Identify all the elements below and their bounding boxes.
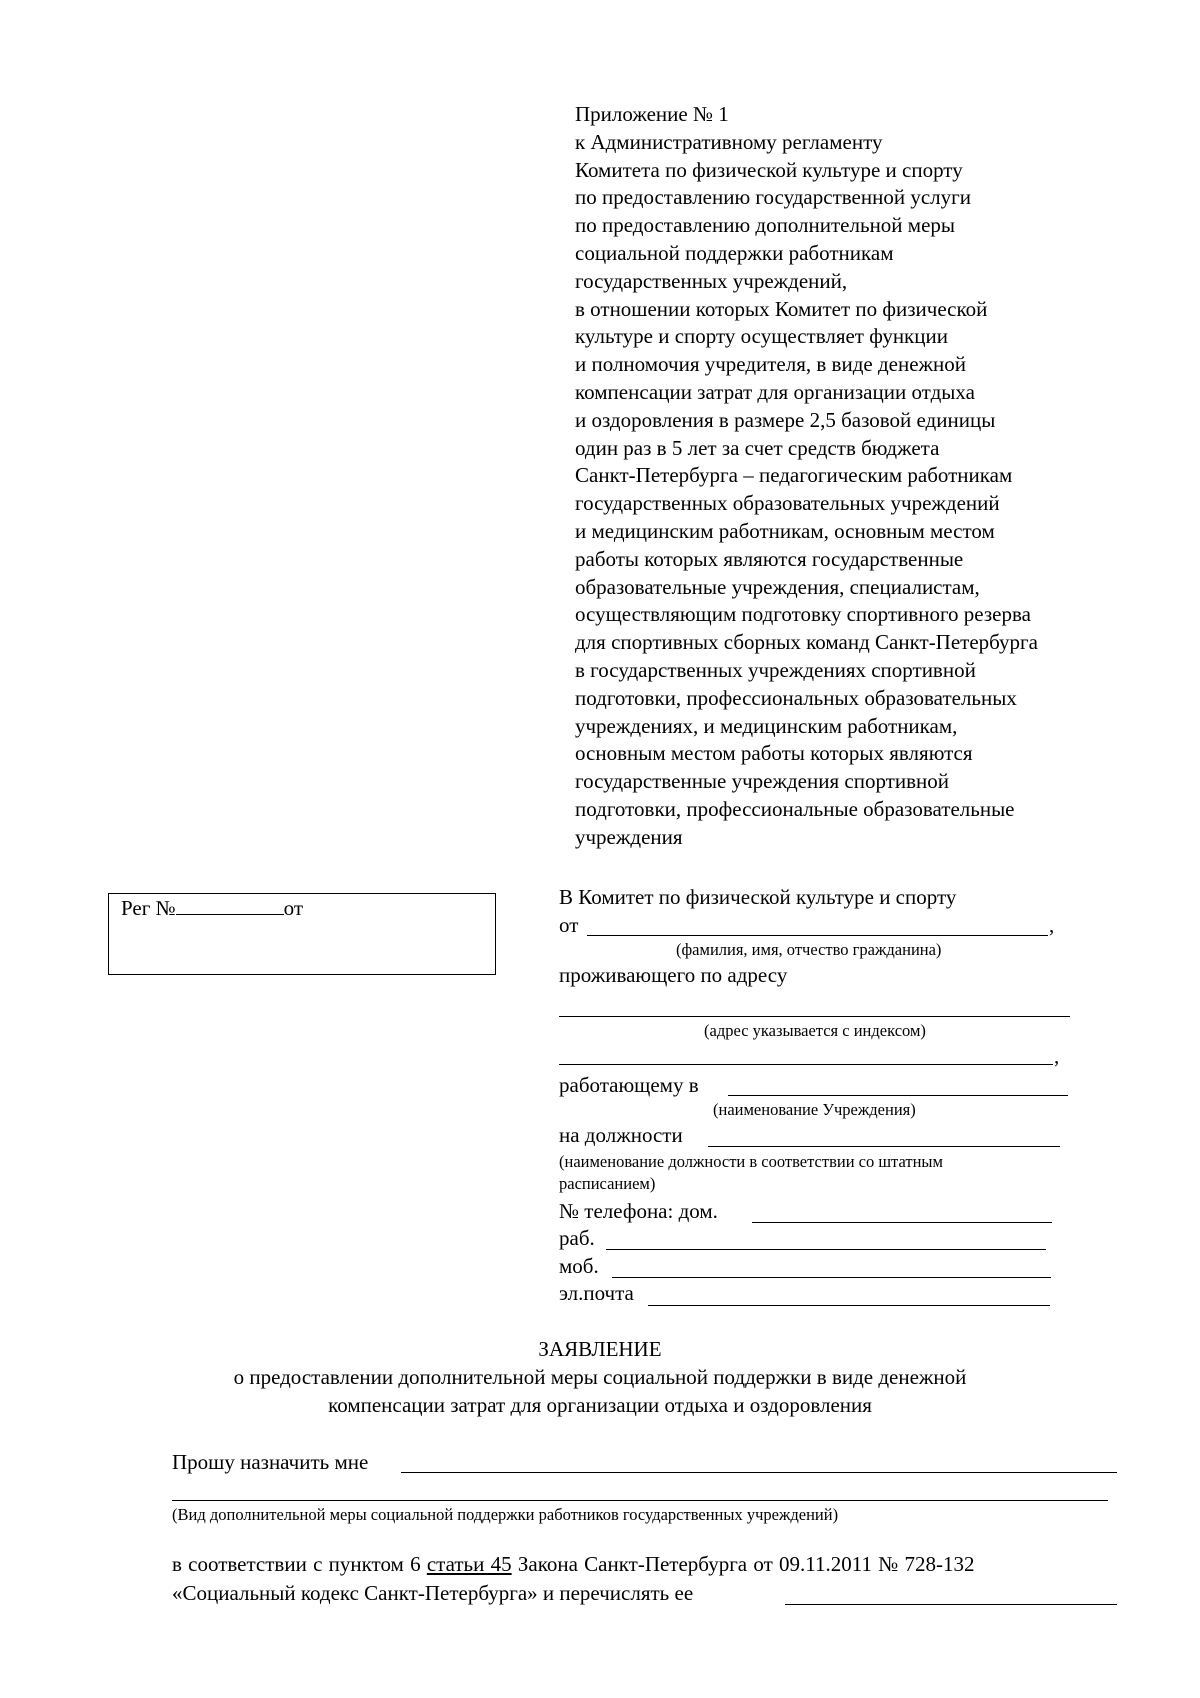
appendix-line: для спортивных сборных команд Санкт-Петербурга bbox=[575, 630, 1038, 655]
appendix-line: основным местом работы которых являются bbox=[575, 741, 973, 766]
request-hint: (Вид дополнительной меры социальной поддержки работников государственных учреждений) bbox=[172, 1505, 839, 1524]
appendix-line: в государственных учреждениях спортивной bbox=[575, 658, 976, 682]
appendix-line: подготовки, профессиональных образовательных bbox=[575, 685, 1017, 710]
phone-home-field[interactable] bbox=[752, 1222, 1052, 1223]
appendix-line: подготовки, профессиональные образовательные bbox=[575, 797, 1015, 821]
reg-number-label: Рег № bbox=[121, 896, 176, 920]
phone-work-label: раб. bbox=[559, 1226, 595, 1250]
appendix-line: в отношении которых Комитет по физической bbox=[575, 296, 988, 321]
address-field-2[interactable] bbox=[559, 1064, 1053, 1065]
position-field[interactable] bbox=[708, 1146, 1060, 1147]
phone-work-field[interactable] bbox=[606, 1249, 1046, 1250]
phone-mobile-label: моб. bbox=[559, 1254, 599, 1278]
transfer-field[interactable] bbox=[785, 1604, 1117, 1605]
law-reference bbox=[172, 1552, 975, 1577]
appendix-line: к Административному регламенту bbox=[575, 129, 883, 154]
registration-text bbox=[121, 896, 303, 921]
comma: , bbox=[1054, 1044, 1060, 1068]
reg-date-label: от bbox=[283, 896, 304, 920]
address-hint: (адрес указывается с индексом) bbox=[704, 1021, 926, 1040]
law-pre: в соответствии с пунктом 6 bbox=[172, 1552, 421, 1576]
appendix-line: государственные учреждения спортивной bbox=[575, 769, 949, 794]
applicant-name-field[interactable] bbox=[587, 935, 1048, 936]
email-field[interactable] bbox=[648, 1305, 1050, 1306]
phone-home-label: № телефона: дом. bbox=[559, 1199, 718, 1223]
statement-subtitle: о предоставлении дополнительной меры социальной поддержки в виде денежной bbox=[233, 1365, 967, 1389]
appendix-line: Санкт-Петербурга – педагогическим работникам bbox=[575, 463, 1013, 488]
registration-box bbox=[108, 893, 496, 975]
appendix-line: по предоставлению государственной услуги bbox=[575, 185, 971, 210]
appendix-line: государственных учреждений, bbox=[575, 268, 848, 293]
reg-number-field[interactable] bbox=[176, 896, 284, 915]
appendix-line: государственных образовательных учреждений bbox=[575, 491, 1000, 516]
statement-subtitle: компенсации затрат для организации отдыха и оздоровления bbox=[328, 1393, 872, 1417]
name-hint: (фамилия, имя, отчество гражданина) bbox=[676, 940, 942, 959]
appendix-line: и оздоровления в размере 2,5 базовой единицы bbox=[575, 407, 996, 432]
law-post: Закона Санкт-Петербурга от 09.11.2011 № 728-132 bbox=[517, 1552, 975, 1576]
law-article-link[interactable]: статьи 45 bbox=[426, 1552, 512, 1576]
institution-hint: (наименование Учреждения) bbox=[713, 1100, 916, 1119]
appendix-line: образовательные учреждения, специалистам, bbox=[575, 574, 980, 599]
email-label: эл.почта bbox=[559, 1281, 634, 1305]
comma: , bbox=[1049, 913, 1055, 937]
appendix-line: компенсации затрат для организации отдыха bbox=[575, 380, 975, 404]
code-line: «Социальный кодекс Санкт-Петербурга» и перечислять ее bbox=[172, 1581, 694, 1605]
appendix-line: учреждения bbox=[575, 824, 683, 849]
appendix-line: Приложение № 1 bbox=[575, 102, 729, 126]
position-hint: (наименование должности в соответствии со штатным bbox=[559, 1152, 943, 1171]
position-hint: расписанием) bbox=[559, 1174, 656, 1193]
appendix-line: и медицинским работникам, основным местом bbox=[575, 519, 995, 543]
addressee-to: В Комитет по физической культуре и спорту bbox=[559, 885, 957, 909]
appendix-line: и полномочия учредителя, в виде денежной bbox=[575, 352, 967, 377]
appendix-line: осуществляющим подготовку спортивного резерва bbox=[575, 602, 1031, 627]
position-label: на должности bbox=[559, 1123, 683, 1147]
residing-label: проживающего по адресу bbox=[559, 963, 788, 987]
appendix-line: один раз в 5 лет за счет средств бюджета bbox=[575, 435, 940, 460]
appendix-line: работы которых являются государственные bbox=[575, 546, 964, 571]
appendix-line: Комитета по физической культуре и спорту bbox=[575, 157, 963, 182]
appendix-line: учреждениях, и медицинским работникам, bbox=[575, 713, 958, 738]
request-label: Прошу назначить мне bbox=[172, 1450, 369, 1474]
appendix-line: социальной поддержки работникам bbox=[575, 241, 894, 265]
address-field[interactable] bbox=[559, 1016, 1070, 1017]
institution-field[interactable] bbox=[728, 1095, 1068, 1096]
phone-mobile-field[interactable] bbox=[612, 1277, 1051, 1278]
statement-title: ЗАЯВЛЕНИЕ bbox=[538, 1337, 662, 1361]
from-label: от bbox=[559, 913, 579, 937]
working-label: работающему в bbox=[559, 1073, 699, 1097]
request-field-2[interactable] bbox=[172, 1500, 1108, 1501]
request-field[interactable] bbox=[401, 1472, 1117, 1473]
appendix-line: по предоставлению дополнительной меры bbox=[575, 213, 956, 238]
appendix-line: культуре и спорту осуществляет функции bbox=[575, 324, 948, 349]
